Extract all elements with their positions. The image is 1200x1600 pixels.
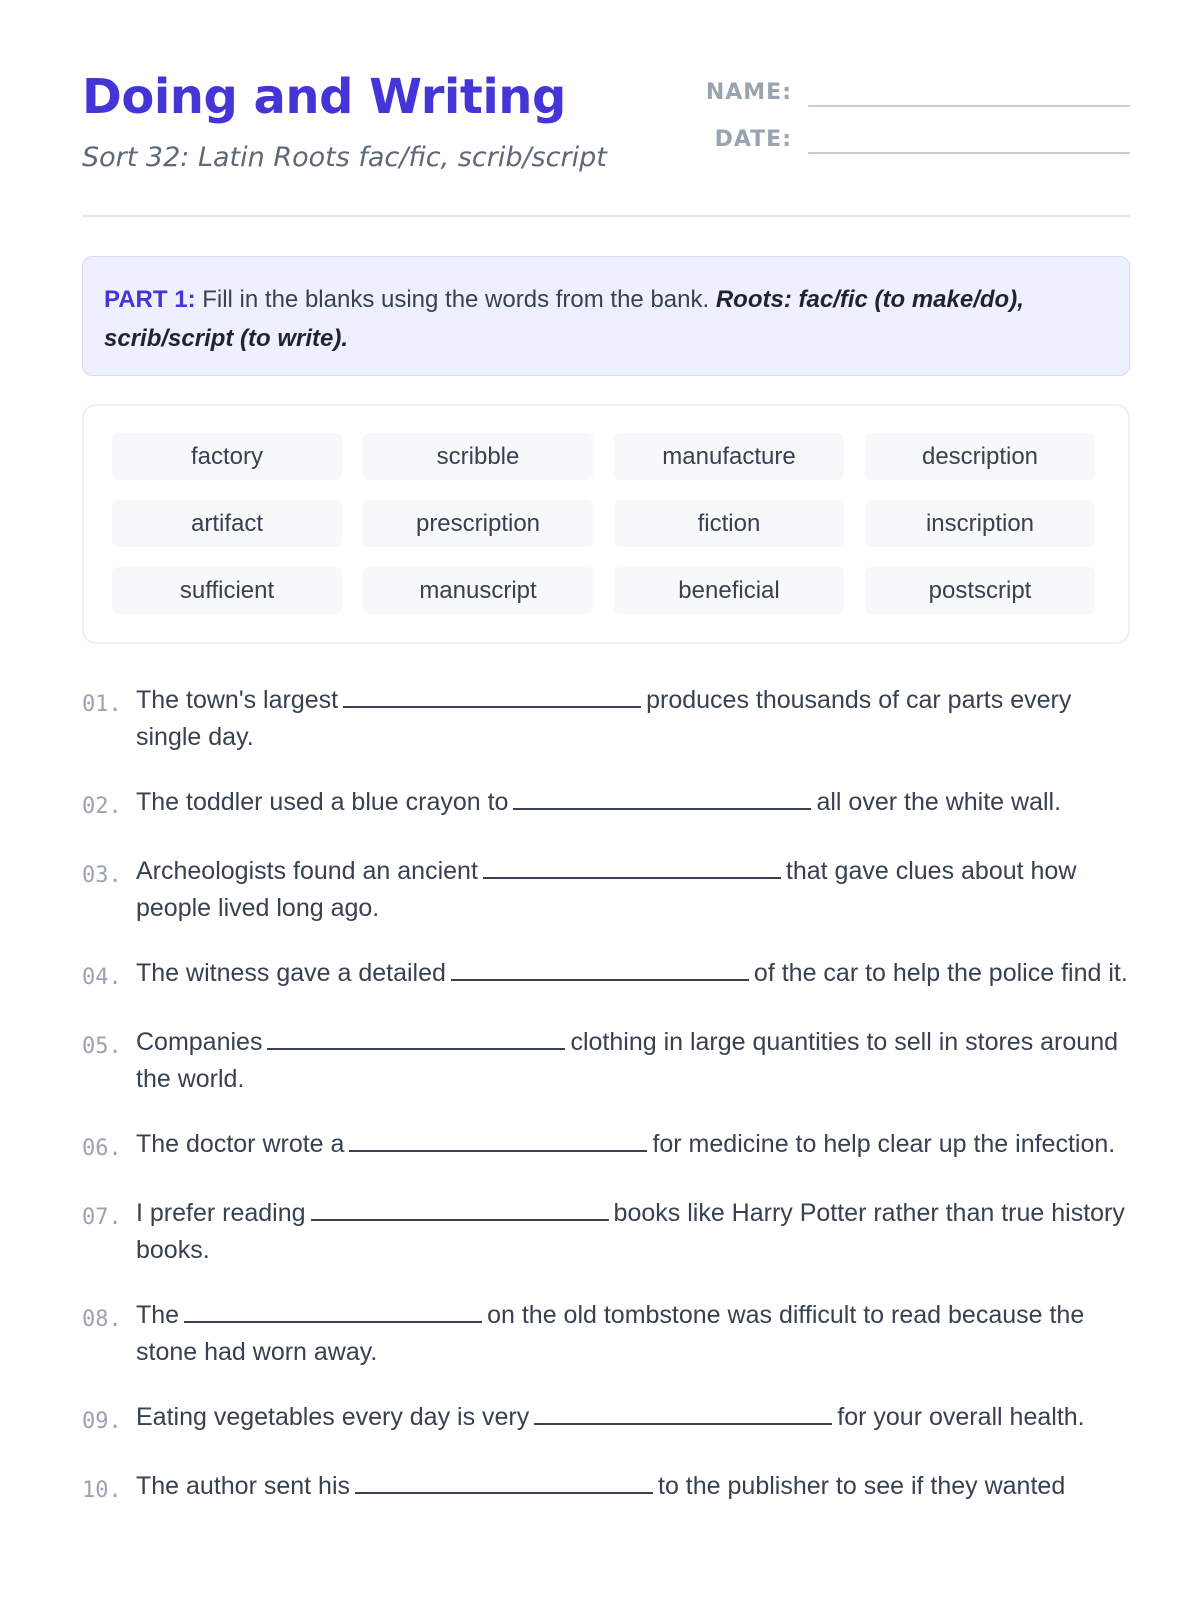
date-field[interactable]	[808, 152, 1130, 154]
question-number: 05.	[82, 1034, 122, 1059]
question-text-after: produces thousands of car parts every single day.	[136, 686, 1072, 751]
question-text-after: for your overall health.	[837, 1403, 1085, 1431]
word-bank-item: sufficient	[112, 567, 342, 614]
instructions-box	[82, 256, 1130, 376]
question-item	[82, 955, 1142, 996]
question-text	[136, 682, 1142, 756]
answer-blank[interactable]	[513, 784, 811, 810]
question-item	[82, 1468, 1142, 1509]
part-label: PART 1:	[104, 286, 196, 313]
question-item	[82, 1024, 1142, 1098]
worksheet-page	[82, 0, 1130, 1503]
question-item	[82, 1195, 1142, 1269]
question-text-before: The author sent his	[136, 1472, 351, 1500]
question-text	[136, 784, 1142, 821]
question-item	[82, 784, 1142, 825]
question-text-after: clothing in large quantities to sell in stores around the world.	[136, 1028, 1118, 1093]
question-text	[136, 1468, 1142, 1505]
question-number: 01.	[82, 692, 122, 717]
question-text	[136, 1399, 1142, 1436]
answer-blank[interactable]	[349, 1126, 647, 1152]
name-row	[692, 82, 1130, 104]
question-item	[82, 1126, 1142, 1167]
question-number: 07.	[82, 1205, 122, 1230]
word-bank-item: scribble	[363, 433, 593, 480]
question-text-before: The witness gave a detailed	[136, 959, 446, 987]
answer-blank[interactable]	[267, 1024, 565, 1050]
question-item	[82, 682, 1142, 756]
question-text-before: Eating vegetables every day is very	[136, 1403, 530, 1431]
question-text-before: I prefer reading	[136, 1199, 306, 1227]
question-text-after: books like Harry Potter rather than true history books.	[136, 1199, 1125, 1264]
question-text	[136, 1024, 1142, 1098]
word-bank-item: postscript	[865, 567, 1095, 614]
question-text-after: to the publisher to see if they wanted	[658, 1472, 1066, 1500]
question-text	[136, 853, 1142, 927]
question-text-before: The doctor wrote a	[136, 1130, 345, 1158]
answer-blank[interactable]	[355, 1468, 653, 1494]
question-text-after: of the car to help the police find it.	[753, 959, 1128, 987]
name-label: NAME:	[705, 80, 792, 105]
name-field[interactable]	[808, 105, 1130, 107]
word-bank-item: inscription	[865, 500, 1095, 547]
word-bank-item: manuscript	[363, 567, 593, 614]
question-number: 10.	[82, 1478, 122, 1503]
question-number: 04.	[82, 965, 122, 990]
question-number: 02.	[82, 794, 122, 819]
question-item	[82, 1297, 1142, 1371]
word-bank-item: artifact	[112, 500, 342, 547]
word-bank	[82, 404, 1130, 644]
answer-blank[interactable]	[311, 1195, 609, 1221]
question-number: 06.	[82, 1136, 122, 1161]
question-text-after: on the old tombstone was difficult to read because the stone had worn away.	[136, 1301, 1085, 1366]
question-text	[136, 1297, 1142, 1371]
answer-blank[interactable]	[343, 682, 641, 708]
question-list	[82, 682, 1142, 1537]
question-item	[82, 1399, 1142, 1440]
question-number: 08.	[82, 1307, 122, 1332]
question-text-before: The toddler used a blue crayon to	[136, 788, 509, 816]
answer-blank[interactable]	[184, 1297, 482, 1323]
word-bank-item: prescription	[363, 500, 593, 547]
question-text-after: that gave clues about how people lived long ago.	[136, 857, 1077, 922]
question-number: 03.	[82, 863, 122, 888]
word-bank-item: manufacture	[614, 433, 844, 480]
date-label: DATE:	[714, 127, 792, 152]
question-item	[82, 853, 1142, 927]
question-number: 09.	[82, 1409, 122, 1434]
page-subtitle: Sort 32: Latin Roots fac/fic, scrib/script	[82, 142, 607, 173]
question-text-after: all over the white wall.	[816, 788, 1062, 816]
question-text	[136, 955, 1142, 992]
answer-blank[interactable]	[534, 1399, 832, 1425]
question-text-before: The	[136, 1301, 180, 1329]
question-text	[136, 1126, 1142, 1163]
instructions-text: Fill in the blanks using the words from the bank.	[202, 286, 710, 313]
word-bank-item: fiction	[614, 500, 844, 547]
word-bank-item: description	[865, 433, 1095, 480]
question-text-after: for medicine to help clear up the infection.	[652, 1130, 1116, 1158]
page-title: Doing and Writing	[82, 69, 566, 125]
roots-note: Roots: fac/fic (to make/do), scrib/script (to write).	[104, 286, 1024, 352]
question-text-before: The town's largest	[136, 686, 339, 714]
worksheet-header	[82, 0, 1130, 217]
question-text	[136, 1195, 1142, 1269]
question-text-before: Companies	[136, 1028, 263, 1056]
answer-blank[interactable]	[451, 955, 749, 981]
word-bank-item: beneficial	[614, 567, 844, 614]
answer-blank[interactable]	[483, 853, 781, 879]
word-bank-item: factory	[112, 433, 342, 480]
question-text-before: Archeologists found an ancient	[136, 857, 478, 885]
date-row	[692, 129, 1130, 151]
